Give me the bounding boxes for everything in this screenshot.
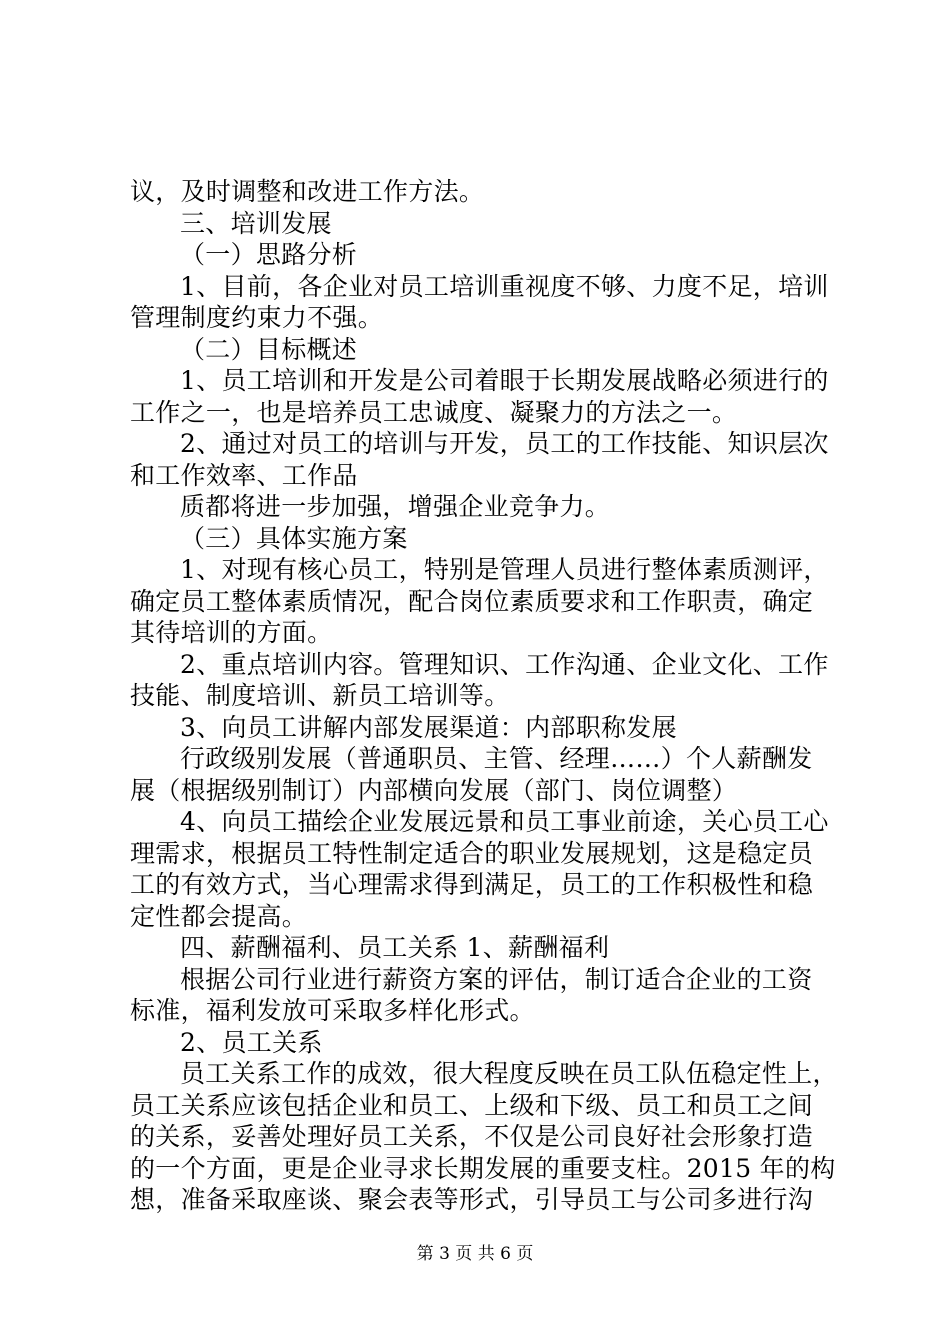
text-line: 3、向员工讲解内部发展渠道：内部职称发展 bbox=[180, 712, 677, 742]
text-line: 三、培训发展 bbox=[180, 208, 332, 238]
text-line: 工的有效方式，当心理需求得到满足，员工的工作积极性和稳 bbox=[130, 870, 814, 899]
text-line: 行政级别发展（普通职员、主管、经理……）个人薪酬发 bbox=[180, 744, 813, 773]
text-line: 的一个方面，更是企业寻求长期发展的重要支柱。2015 年的构 bbox=[130, 1153, 836, 1183]
text-line: 理需求，根据员工特性制定适合的职业发展规划，这是稳定员 bbox=[130, 838, 814, 868]
text-line: 根据公司行业进行薪资方案的评估，制订适合企业的工资 bbox=[180, 964, 813, 994]
text-line: 标准，福利发放可采取多样化形式。 bbox=[130, 996, 535, 1025]
text-line: 定性都会提高。 bbox=[130, 901, 308, 931]
text-line: 质都将进一步加强，增强企业竞争力。 bbox=[180, 492, 611, 521]
text-line: 员工关系工作的成效，很大程度反映在员工队伍稳定性上， bbox=[180, 1059, 838, 1088]
page-footer: 第 3 页 共 6 页 bbox=[416, 1244, 534, 1264]
text-line: （二）目标概述 bbox=[180, 334, 358, 364]
text-line: 2、员工关系 bbox=[180, 1027, 323, 1057]
text-line: （三）具体实施方案 bbox=[180, 523, 408, 553]
text-line: 2、重点培训内容。管理知识、工作沟通、企业文化、工作 bbox=[180, 649, 829, 679]
text-line: 2、通过对员工的培训与开发，员工的工作技能、知识层次 bbox=[180, 429, 829, 458]
text-line: 员工关系应该包括企业和员工、上级和下级、员工和员工之间 bbox=[130, 1090, 814, 1120]
text-line: 1、目前，各企业对员工培训重视度不够、力度不足，培训 bbox=[180, 271, 829, 301]
document-body bbox=[130, 176, 838, 1216]
text-line: 四、薪酬福利、员工关系 1、薪酬福利 bbox=[180, 933, 610, 962]
text-line: 的关系，妥善处理好员工关系，不仅是公司良好社会形象打造 bbox=[130, 1122, 814, 1151]
text-line: 4、向员工描绘企业发展远景和员工事业前途，关心员工心 bbox=[180, 807, 829, 836]
text-line: 1、对现有核心员工，特别是管理人员进行整体素质测评， bbox=[180, 555, 829, 584]
text-line: 工作之一，也是培养员工忠诚度、凝聚力的方法之一。 bbox=[130, 397, 738, 427]
text-line: 和工作效率、工作品 bbox=[130, 460, 358, 490]
text-line: 展（根据级别制订）内部横向发展（部门、岗位调整） bbox=[130, 775, 738, 805]
text-line: 议，及时调整和改进工作方法。 bbox=[130, 177, 485, 206]
text-line: 技能、制度培训、新员工培训等。 bbox=[130, 681, 510, 710]
text-line: （一）思路分析 bbox=[180, 240, 358, 269]
text-line: 管理制度约束力不强。 bbox=[130, 303, 384, 332]
text-line: 确定员工整体素质情况，配合岗位素质要求和工作职责，确定 bbox=[130, 586, 814, 616]
text-line: 1、员工培训和开发是公司着眼于长期发展战略必须进行的 bbox=[180, 366, 829, 395]
text-line: 其待培训的方面。 bbox=[130, 618, 333, 647]
text-line: 想，准备采取座谈、聚会表等形式，引导员工与公司多进行沟 bbox=[130, 1185, 814, 1214]
